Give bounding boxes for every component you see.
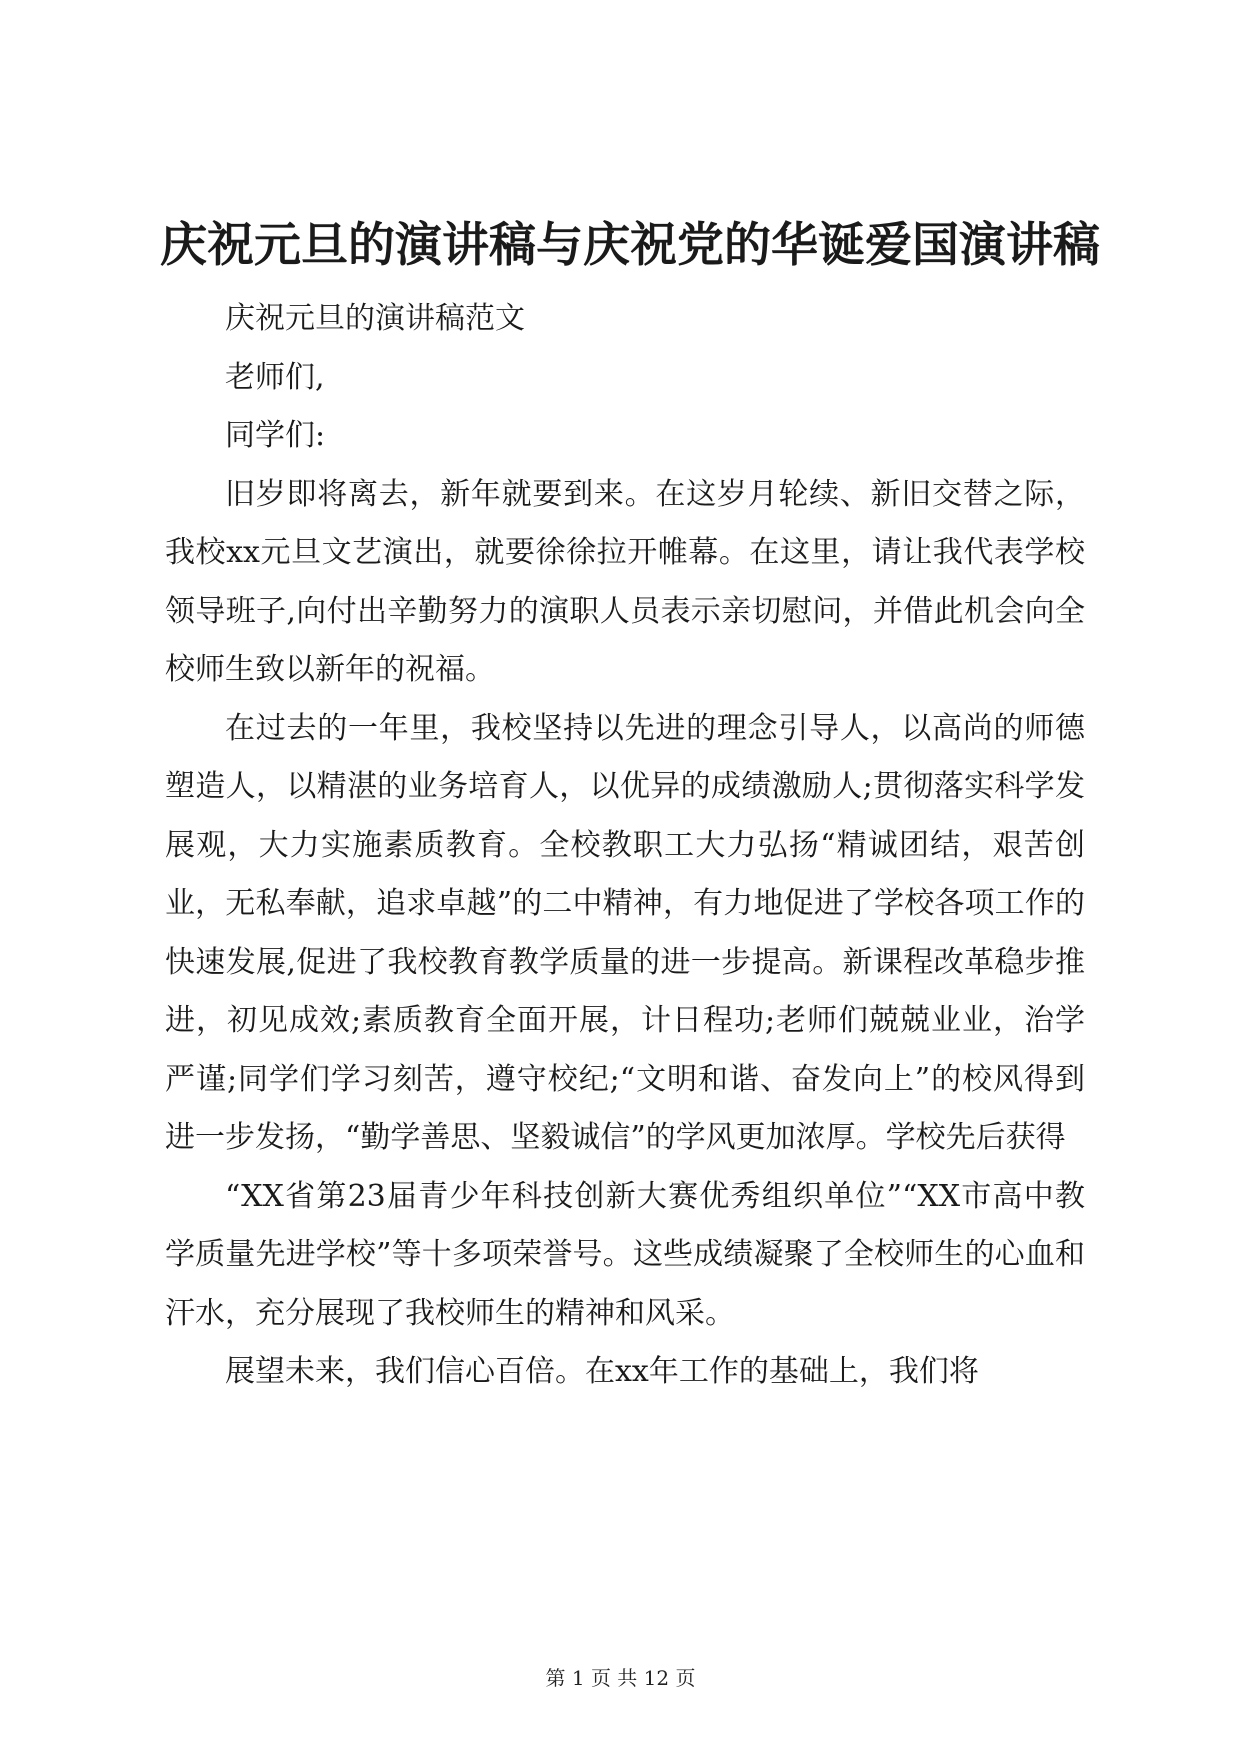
body-paragraph: 老师们, <box>225 359 325 395</box>
body-paragraph: “XX省第23届青少年科技创新大赛优秀组织单位”“XX市高中教学质量先进学校”等十多项荣誉号。这些成绩凝聚了全校师生的心血和汗水，充分展现了我校师生的精神和风采。 <box>165 1178 1085 1331</box>
document-body <box>165 290 1085 1402</box>
page-number-footer: 第 1 页 共 12 页 <box>545 1666 696 1690</box>
body-paragraph: 展望未来，我们信心百倍。在xx年工作的基础上，我们将 <box>225 1354 979 1389</box>
document-title: 庆祝元旦的演讲稿与庆祝党的华诞爱国演讲稿 <box>160 218 1100 273</box>
body-paragraph: 在过去的一年里，我校坚持以先进的理念引导人，以高尚的师德塑造人，以精湛的业务培育人，以优异的成绩激励人;贯彻落实科学发展观，大力实施素质教育。全校教职工大力弘扬“精诚团结，艰苦创业，无私奉献，追求卓越”的二中精神，有力地促进了学校各项工作的快速发展,促进了我校教育教学质量的进一步提高。新课程改革稳步推进，初见成效;素质教育全面开展，计日程功;老师们兢兢业业，治学严谨;同学们学习刻苦，遵守校纪;“文明和谐、奋发向上”的校风得到进一步发扬，“勤学善思、坚毅诚信”的学风更加浓厚。学校先后获得 <box>165 710 1085 1155</box>
body-paragraph: 同学们: <box>225 418 326 453</box>
body-paragraph: 庆祝元旦的演讲稿范文 <box>225 301 525 336</box>
body-paragraph: 旧岁即将离去，新年就要到来。在这岁月轮续、新旧交替之际，我校xx元旦文艺演出，就要徐徐拉开帷幕。在这里，请让我代表学校领导班子,向付出辛勤努力的演职人员表示亲切慰问，并借此机会向全校师生致以新年的祝福。 <box>165 476 1085 687</box>
